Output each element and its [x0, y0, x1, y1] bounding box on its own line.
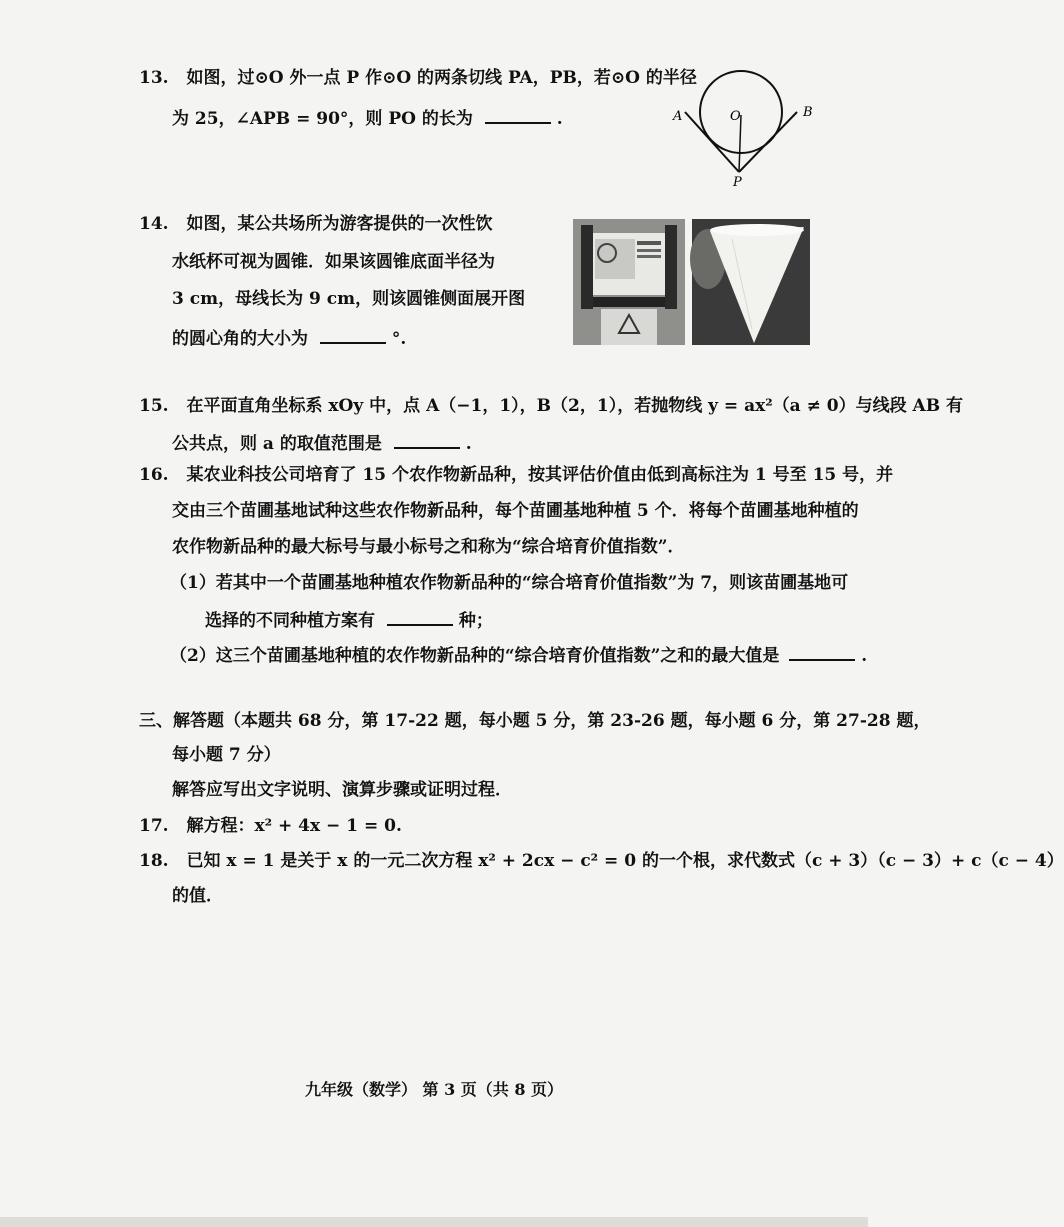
question-17: [139, 818, 402, 835]
question-text-line2: 交由三个苗圃基地试种这些农作物新品种，每个苗圃基地种植 5 个．将每个苗圃基地种植的: [172, 501, 859, 521]
question-number: 16.: [139, 465, 169, 485]
label-a: A: [673, 109, 683, 124]
section-title-line2: 每小题 7 分）: [172, 745, 281, 765]
question-16-sub1-line2: [205, 610, 493, 630]
question-text-line4: 的圆心角的大小为: [172, 329, 308, 349]
section-instruction: 解答应写出文字说明、演算步骤或证明过程．: [172, 780, 512, 800]
question-text-line1: 如图，过⊙O 外一点 P 作⊙O 的两条切线 PA，PB，若⊙O 的半径: [186, 68, 697, 88]
question-number: 13.: [139, 68, 169, 88]
question-14: [139, 216, 493, 233]
question-text-line1: 如图，某公共场所为游客提供的一次性饮: [186, 214, 493, 234]
section-3-note: [172, 782, 512, 799]
paper-cup-photo: [692, 219, 810, 345]
question-number: 17.: [139, 816, 169, 836]
question-text-line1: 已知 x = 1 是关于 x 的一元二次方程 x² + 2cx − c² = 0 的一个根，求代数式（c + 3）（c − 3）+ c（c − 4）: [186, 851, 1064, 871]
period: .: [556, 109, 563, 129]
answer-blank[interactable]: [789, 645, 855, 661]
answer-blank[interactable]: [485, 108, 551, 124]
question-14-line2: [172, 254, 495, 271]
question-text-line2: 为 25，∠APB = 90°，则 PO 的长为: [172, 109, 473, 129]
answer-blank[interactable]: [394, 433, 460, 449]
period: .: [861, 646, 868, 666]
question-text-line3: 3 cm，母线长为 9 cm，则该圆锥侧面展开图: [172, 289, 526, 309]
question-18-line2: [172, 888, 223, 905]
label-p: P: [733, 175, 742, 190]
question-text-line3: 农作物新品种的最大标号与最小标号之和称为“综合培育价值指数”．: [172, 537, 685, 557]
question-text-line1: 某农业科技公司培育了 15 个农作物新品种，按其评估价值由低到高标注为 1 号至 15 号，并: [186, 465, 894, 485]
question-15: [139, 398, 963, 415]
tangent-pb: [739, 112, 797, 172]
section-3-header: [139, 713, 930, 730]
label-b: B: [803, 105, 813, 120]
label-o: O: [730, 109, 741, 124]
unit-text: 种；: [458, 611, 493, 631]
answer-blank[interactable]: [387, 610, 453, 626]
degree-symbol: °.: [391, 329, 407, 349]
question-text-line2: 水纸杯可视为圆锥．如果该圆锥底面半径为: [172, 252, 495, 272]
question-16-sub1: [170, 575, 848, 592]
question-number: 14.: [139, 214, 169, 234]
question-text-line2: 公共点，则 a 的取值范围是: [172, 434, 382, 454]
tangent-circle-figure: [665, 60, 825, 190]
question-13: [139, 70, 697, 87]
sub-question-2: （2）这三个苗圃基地种植的农作物新品种的“综合培育价值指数”之和的最大值是: [170, 646, 780, 666]
section-title: 三、解答题（本题共 68 分，第 17-22 题，每小题 5 分，第 23-26 题，每小题 6 分，第 27-28 题，: [139, 711, 931, 731]
question-14-line3: [172, 291, 525, 308]
sub-question-1-line2: 选择的不同种植方案有: [205, 611, 375, 631]
question-16-line2: [172, 503, 859, 520]
question-18: [139, 853, 1064, 870]
question-13-line2: [172, 108, 563, 128]
page-bottom-edge: [0, 1217, 868, 1227]
section-3-header-line2: [172, 747, 281, 764]
question-text-line2: 的值．: [172, 886, 223, 906]
question-16-sub2: [170, 645, 867, 665]
question-16: [139, 467, 893, 484]
question-text-line1: 在平面直角坐标系 xOy 中，点 A（−1，1），B（2，1），若抛物线 y = ax²（a ≠ 0）与线段 AB 有: [186, 396, 963, 416]
question-number: 15.: [139, 396, 169, 416]
question-number: 18.: [139, 851, 169, 871]
question-text: 解方程：x² + 4x − 1 = 0.: [186, 816, 402, 836]
period: .: [465, 434, 472, 454]
sub-question-1-line1: （1）若其中一个苗圃基地种植农作物新品种的“综合培育价值指数”为 7，则该苗圃基地可: [170, 573, 849, 593]
answer-blank[interactable]: [320, 328, 386, 344]
question-14-line4: [172, 328, 406, 348]
page-footer: 九年级（数学） 第 3 页（共 8 页）: [304, 1080, 564, 1099]
cup-dispenser-photo: [573, 219, 685, 345]
question-15-line2: [172, 433, 472, 453]
question-16-line3: [172, 539, 685, 556]
